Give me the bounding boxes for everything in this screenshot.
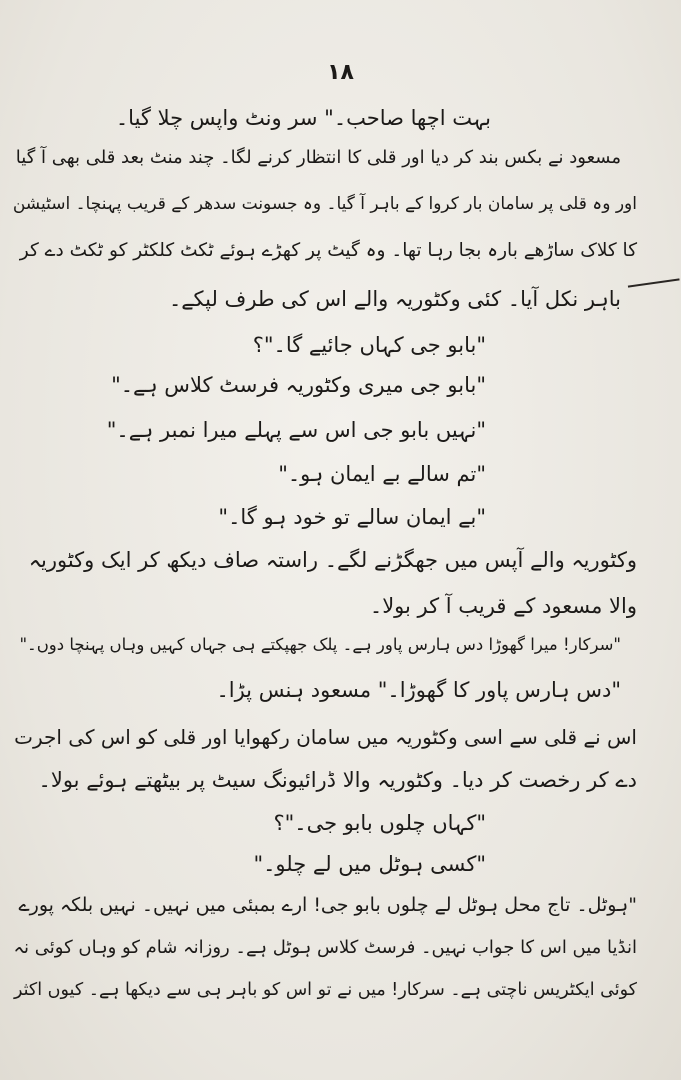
text-line: "بابو جی کہاں جائیے گا۔"؟ xyxy=(252,333,486,357)
text-line: اس نے قلی سے اسی وکٹوریہ میں سامان رکھوایا اور قلی کو اس کی اجرت xyxy=(14,725,637,749)
text-line: "نہیں بابو جی اس سے پہلے میرا نمبر ہے۔" xyxy=(106,418,486,442)
text-line: "کہاں چلوں بابو جی۔"؟ xyxy=(273,811,486,835)
text-line: "سرکار! میرا گھوڑا دس ہارس پاور ہے۔ پلک جھپکتے ہی جہاں کہیں وہاں پہنچا دوں۔" xyxy=(19,635,621,654)
margin-pen-mark xyxy=(628,278,680,291)
page-number: ۱۸ xyxy=(327,60,354,85)
text-line: "بابو جی میری وکٹوریہ فرسٹ کلاس ہے۔" xyxy=(111,373,486,397)
text-line: والا مسعود کے قریب آ کر بولا۔ xyxy=(369,594,637,618)
text-line: مسعود نے بکس بند کر دیا اور قلی کا انتظار کرنے لگا۔ چند منٹ بعد قلی بھی آ گیا xyxy=(15,147,621,168)
text-line: "بے ایمان سالے تو خود ہو گا۔" xyxy=(218,505,486,529)
text-line: "کسی ہوٹل میں لے چلو۔" xyxy=(253,852,486,876)
text-line: دے کر رخصت کر دیا۔ وکٹوریہ والا ڈرائیونگ سیٹ پر بیٹھتے ہوئے بولا۔ xyxy=(38,768,637,792)
text-line: انڈیا میں اس کا جواب نہیں۔ فرسٹ کلاس ہوٹل ہے۔ روزانہ شام کو وہاں کوئی نہ xyxy=(13,937,637,958)
text-line: وکٹوریہ والے آپس میں جھگڑنے لگے۔ راستہ صاف دیکھ کر ایک وکٹوریہ xyxy=(28,548,637,572)
text-line: کوئی ایکٹریس ناچتی ہے۔ سرکار! میں نے تو اس کو باہر ہی سے دیکھا ہے۔ کیوں اکثر xyxy=(13,980,637,1000)
text-line: "دس ہارس پاور کا گھوڑا۔" مسعود ہنس پڑا۔ xyxy=(216,678,621,702)
text-line: باہر نکل آیا۔ کئی وکٹوریہ والے اس کی طرف لپکے۔ xyxy=(168,287,621,311)
text-line: بہت اچھا صاحب۔" سر ونٹ واپس چلا گیا۔ xyxy=(115,106,491,130)
text-line: "ہوٹل۔ تاج محل ہوٹل لے چلوں بابو جی! ارے بمبئی میں نہیں۔ نہیں بلکہ پورے xyxy=(18,894,637,916)
text-line: "تم سالے بے ایمان ہو۔" xyxy=(278,462,486,486)
text-line: اور وہ قلی پر سامان بار کروا کے باہر آ گیا۔ وہ جسونت سدھر کے قریب پہنچا۔ اسٹیشن xyxy=(12,194,637,214)
text-line: کا کلاک ساڑھے بارہ بجا رہا تھا۔ وہ گیٹ پر کھڑے ہوئے ٹکٹ کلکٹر کو ٹکٹ دے کر xyxy=(19,240,637,261)
